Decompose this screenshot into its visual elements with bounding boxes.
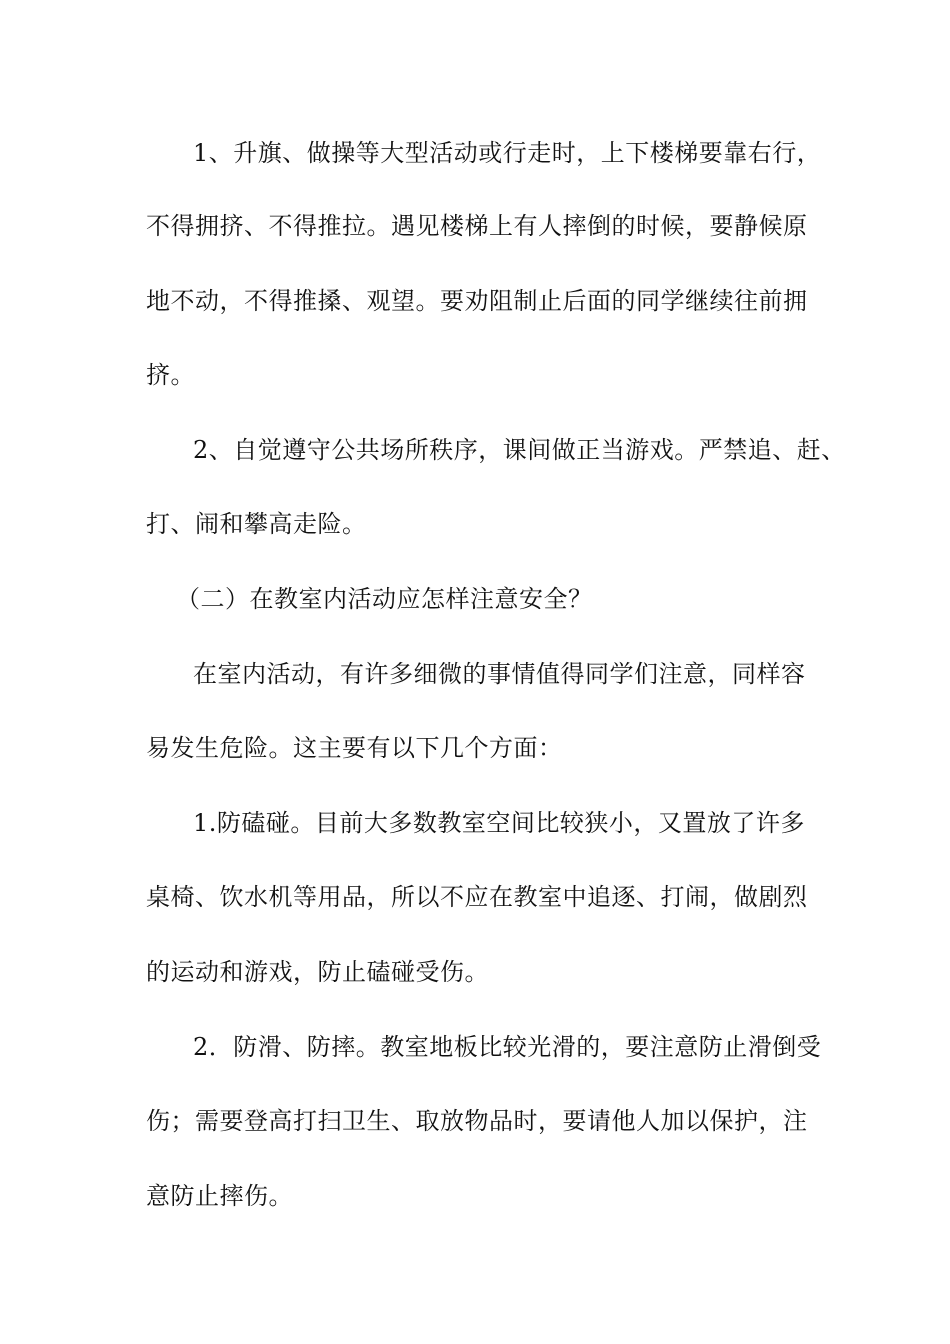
section-heading: （二）在教室内活动应怎样注意安全？ — [176, 585, 593, 613]
text-line: 伤；需要登高打扫卫生、取放物品时，要请他人加以保护，注 — [146, 1107, 808, 1135]
text-line: 挤。 — [146, 361, 195, 389]
text-line: 打、闹和攀高走险。 — [146, 510, 367, 538]
text-line: 不得拥挤、不得推拉。遇见楼梯上有人摔倒的时候，要静候原 — [146, 212, 808, 240]
text-line: 在室内活动，有许多细微的事情值得同学们注意，同样容 — [193, 660, 806, 688]
text-line: 桌椅、饮水机等用品，所以不应在教室中追逐、打闹，做剧烈 — [146, 883, 808, 911]
text-line: 1.防磕碰。目前大多数教室空间比较狭小，又置放了许多 — [193, 809, 805, 837]
text-line: 易发生危险。这主要有以下几个方面： — [146, 734, 563, 762]
text-line: 意防止摔伤。 — [146, 1182, 293, 1210]
text-line: 2、自觉遵守公共场所秩序，课间做正当游戏。严禁追、赶、 — [193, 436, 846, 464]
text-line: 1、升旗、做操等大型活动或行走时，上下楼梯要靠右行， — [193, 139, 822, 167]
text-line: 地不动，不得推搡、观望。要劝阻制止后面的同学继续往前拥 — [146, 287, 808, 315]
text-line: 的运动和游戏，防止磕碰受伤。 — [146, 958, 489, 986]
text-line: 2．防滑、防摔。教室地板比较光滑的，要注意防止滑倒受 — [193, 1033, 822, 1061]
